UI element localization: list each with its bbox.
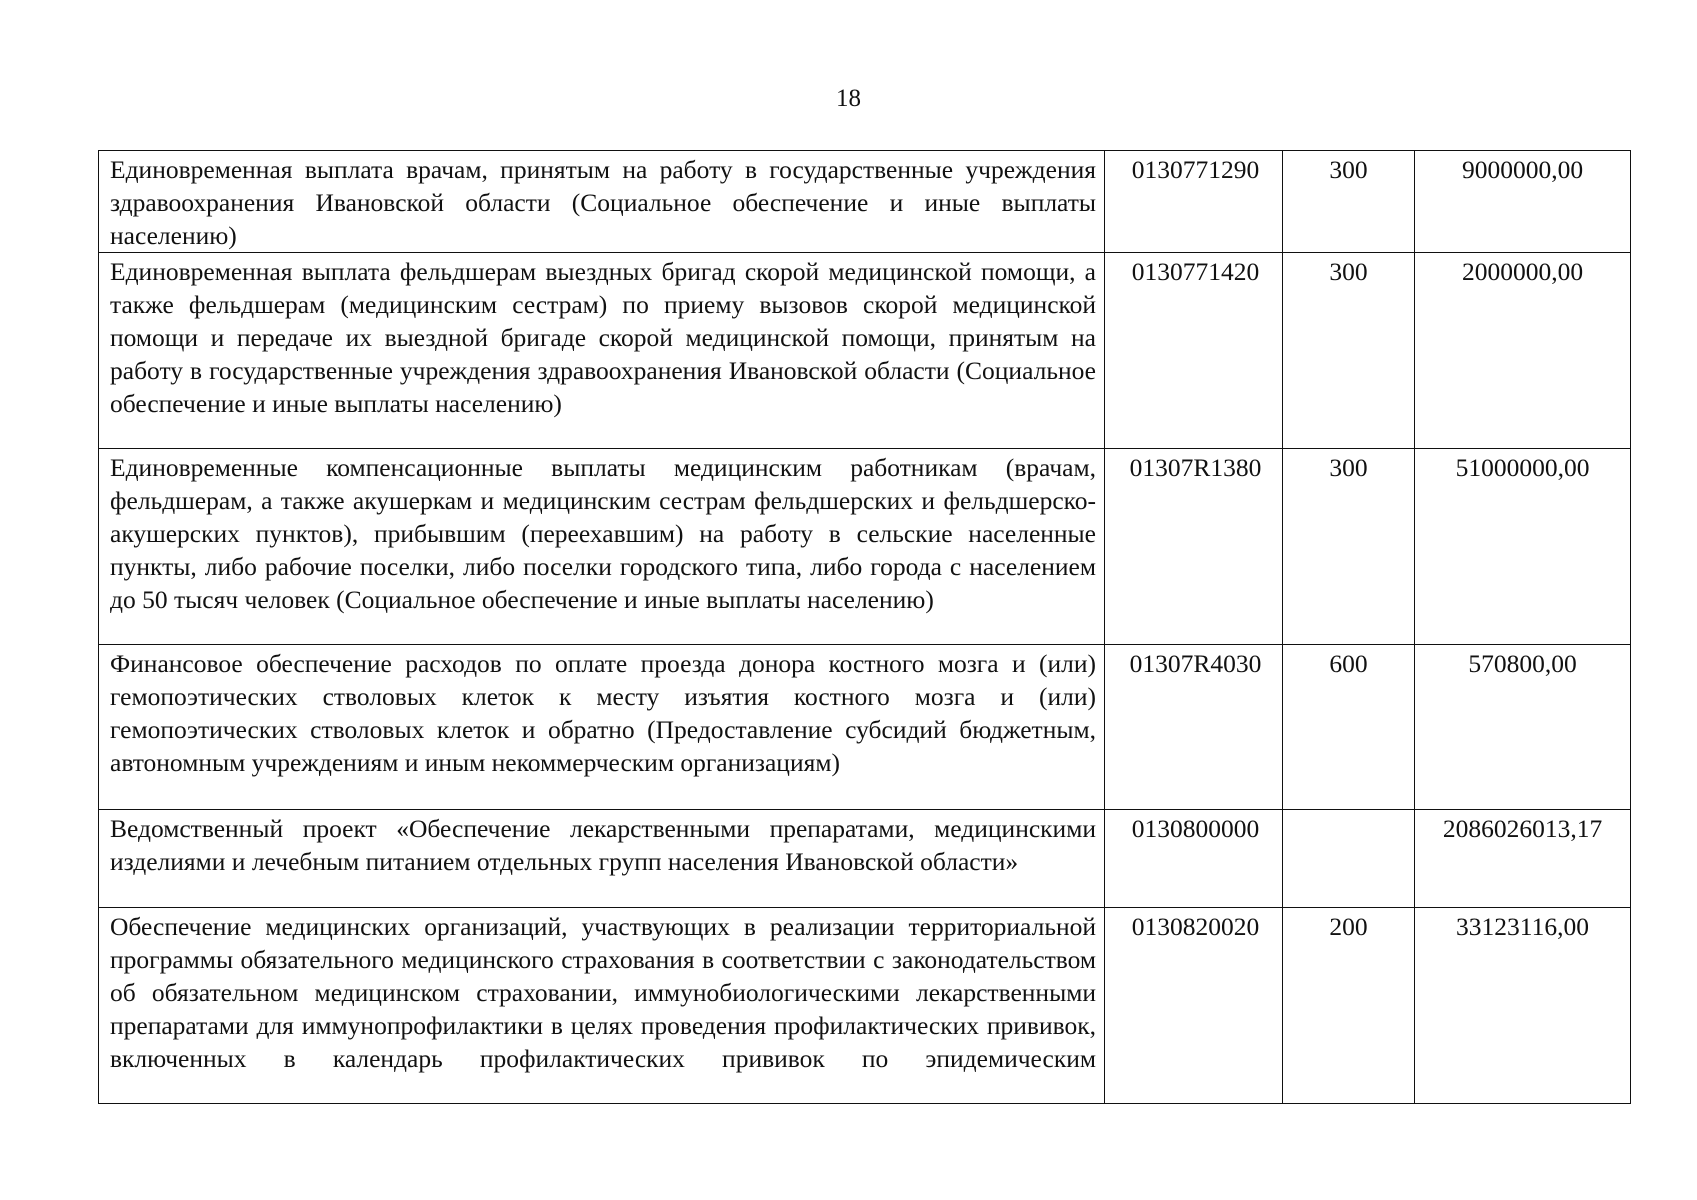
page-number: 18 <box>836 85 861 112</box>
row-description: Единовременная выплата фельдшерам выездных бригад скорой медицинской помощи, а также фельдшерам (медицинским сестрам) по приему вызовов скорой медицинской помощи и передаче их выездной бригаде скорой медицинской помощи, принятым на работу в государственные учреждения здравоохранения Ивановской области (Социальное обеспечение и иные выплаты населению) <box>99 253 1105 449</box>
row-expense-type: 300 <box>1283 151 1415 253</box>
row-amount: 2086026013,17 <box>1415 810 1631 908</box>
row-amount: 51000000,00 <box>1415 449 1631 645</box>
table-row <box>99 253 1631 449</box>
table-row <box>99 908 1631 1104</box>
row-expense-type: 300 <box>1283 253 1415 449</box>
row-target-code: 01307R1380 <box>1105 449 1283 645</box>
row-amount: 2000000,00 <box>1415 253 1631 449</box>
table-row <box>99 810 1631 908</box>
row-description: Обеспечение медицинских организаций, участвующих в реализации территориальной программы обязательного медицинского страхования в соответствии с законодательством об обязательном медицинском страховании, иммунобиологическими лекарственными препаратами для иммунопрофилактики в целях проведения профилактических прививок, включенных в календарь профилактических прививок по эпидемическим <box>99 908 1105 1104</box>
row-description: Финансовое обеспечение расходов по оплате проезда донора костного мозга и (или) гемопоэтических стволовых клеток к месту изъятия костного мозга и (или) гемопоэтических стволовых клеток и обратно (Предоставление субсидий бюджетным, автономным учреждениям и иным некоммерческим организациям) <box>99 645 1105 810</box>
table-row <box>99 645 1631 810</box>
budget-table <box>98 150 1631 1104</box>
row-target-code: 0130800000 <box>1105 810 1283 908</box>
row-description: Ведомственный проект «Обеспечение лекарственными препаратами, медицинскими изделиями и лечебным питанием отдельных групп населения Ивановской области» <box>99 810 1105 908</box>
row-amount: 9000000,00 <box>1415 151 1631 253</box>
row-expense-type <box>1283 810 1415 908</box>
row-description: Единовременная выплата врачам, принятым на работу в государственные учреждения здравоохранения Ивановской области (Социальное обеспечение и иные выплаты населению) <box>99 151 1105 253</box>
row-description: Единовременные компенсационные выплаты медицинским работникам (врачам, фельдшерам, а также акушеркам и медицинским сестрам фельдшерских и фельдшерско-акушерских пунктов), прибывшим (переехавшим) на работу в сельские населенные пункты, либо рабочие поселки, либо поселки городского типа, либо города с населением до 50 тысяч человек (Социальное обеспечение и иные выплаты населению) <box>99 449 1105 645</box>
row-amount: 570800,00 <box>1415 645 1631 810</box>
table-row <box>99 151 1631 253</box>
row-expense-type: 300 <box>1283 449 1415 645</box>
row-target-code: 01307R4030 <box>1105 645 1283 810</box>
row-expense-type: 600 <box>1283 645 1415 810</box>
row-amount: 33123116,00 <box>1415 908 1631 1104</box>
row-target-code: 0130771420 <box>1105 253 1283 449</box>
row-target-code: 0130771290 <box>1105 151 1283 253</box>
row-target-code: 0130820020 <box>1105 908 1283 1104</box>
table-row <box>99 449 1631 645</box>
row-expense-type: 200 <box>1283 908 1415 1104</box>
